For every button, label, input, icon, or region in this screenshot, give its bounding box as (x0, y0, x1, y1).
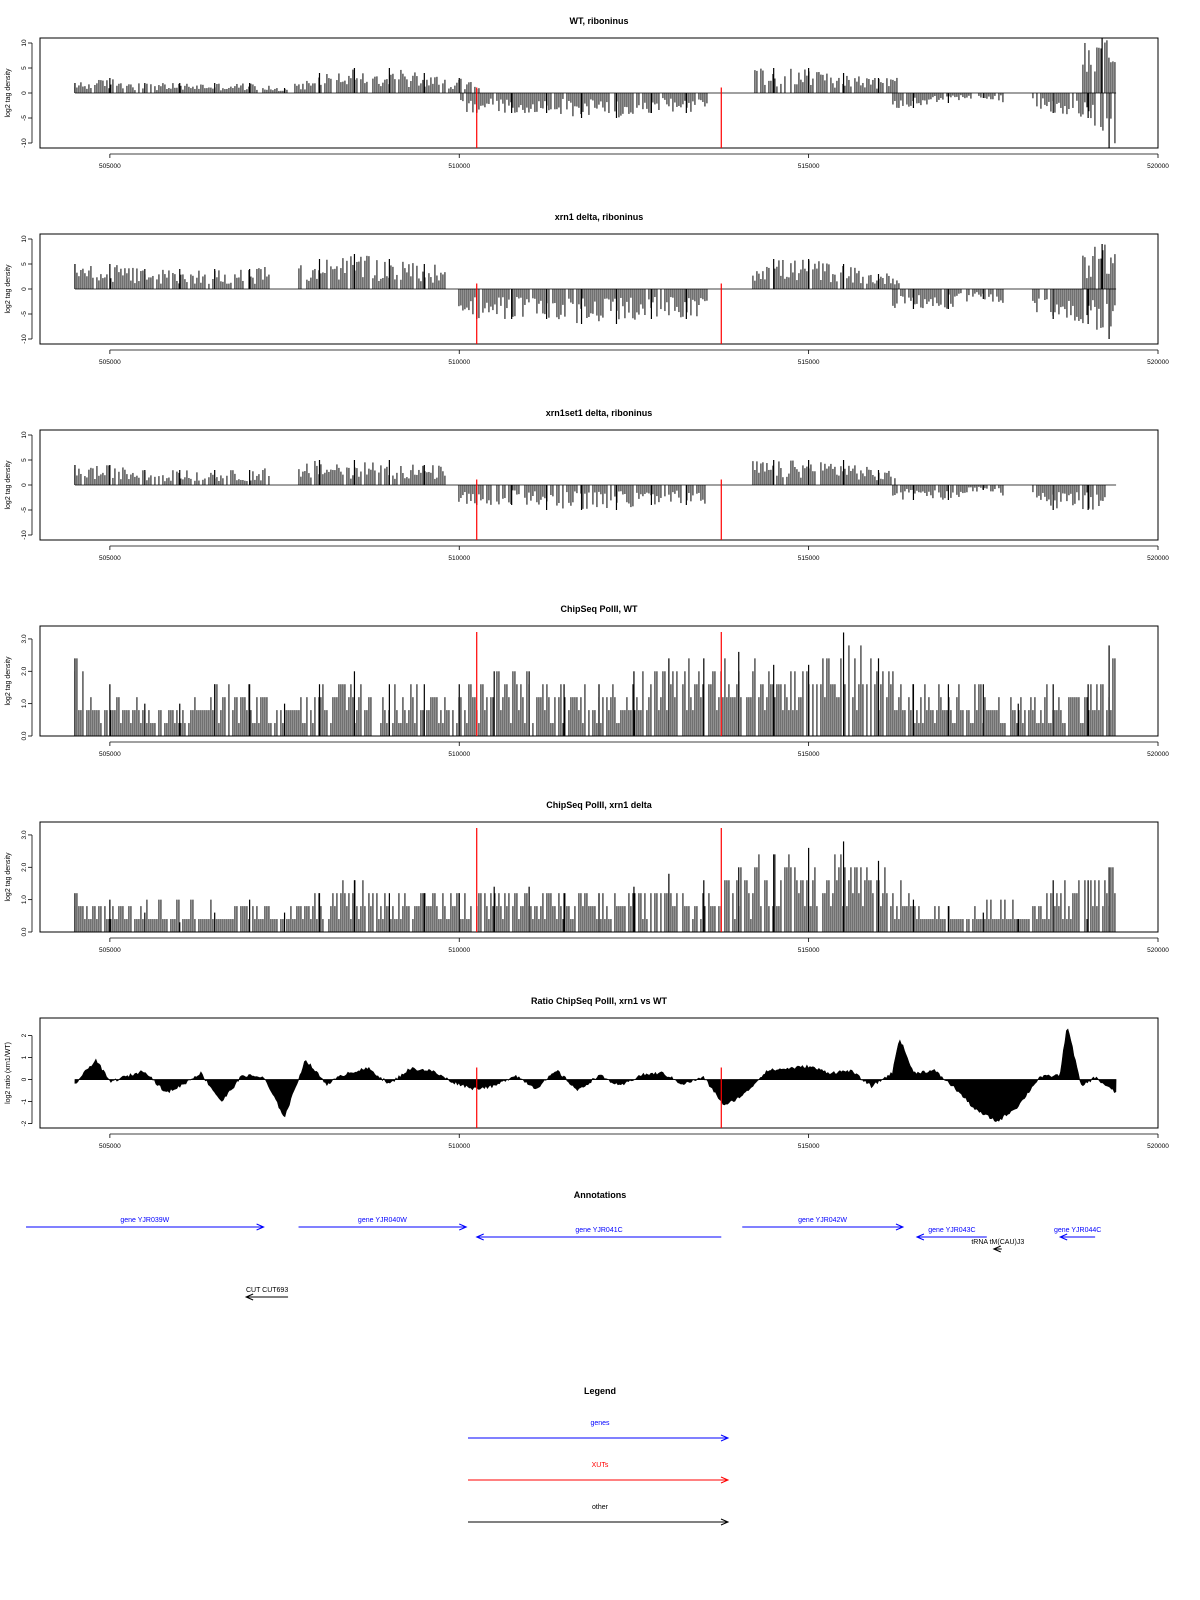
x-tick-label: 505000 (99, 555, 121, 562)
track-panel-4 (5, 604, 1169, 758)
y-tick-label: 0.0 (21, 927, 28, 937)
feature-label: gene YJR043C (928, 1227, 976, 1234)
feature-label: gene YJR040W (357, 1217, 407, 1224)
series-signal (75, 632, 1115, 736)
x-tick-label: 515000 (797, 1143, 820, 1150)
panel-title: WT, riboninus (569, 16, 629, 26)
track-panel-5 (5, 800, 1169, 954)
y-tick-label: 0 (21, 287, 28, 291)
x-tick-label: 505000 (99, 359, 121, 366)
data-marks (75, 1029, 1116, 1122)
x-tick-label: 520000 (1147, 163, 1169, 170)
y-axis-label: log2 tag density (5, 264, 12, 314)
feature-label: gene YJR042W (798, 1217, 848, 1224)
feature-cut-cut693 (246, 1287, 288, 1300)
x-tick-label: 505000 (99, 1143, 121, 1150)
x-tick-label: 520000 (1147, 555, 1169, 562)
y-tick-label: 1.0 (21, 699, 28, 709)
series-forward (75, 460, 895, 485)
feature-label: CUT CUT693 (245, 1287, 289, 1294)
y-tick-label: -1 (21, 1098, 28, 1105)
series-forward (75, 244, 1115, 289)
y-tick-label: 0 (21, 1077, 28, 1082)
legend-section (468, 1386, 728, 1525)
x-tick-label: 505000 (99, 163, 121, 170)
legend-label: other (592, 1504, 608, 1511)
legend-label: genes (590, 1420, 610, 1427)
x-tick-label: 510000 (448, 555, 471, 562)
data-marks (75, 244, 1116, 339)
track-panel-2 (5, 212, 1169, 366)
y-tick-label: 5 (21, 66, 28, 70)
feature-label: gene YJR041C (575, 1227, 623, 1234)
y-tick-label: 0 (21, 483, 28, 487)
feature-label: tRNA tM(CAU)J3 (971, 1239, 1025, 1246)
x-tick-label: 520000 (1147, 751, 1169, 758)
x-tick-label: 505000 (99, 947, 121, 954)
y-tick-label: 2.0 (21, 666, 28, 676)
annotations-section (26, 1190, 1101, 1300)
y-tick-label: 10 (21, 235, 28, 243)
x-tick-label: 510000 (448, 947, 471, 954)
series-reverse (461, 93, 1115, 148)
ratio-area (75, 1029, 1116, 1122)
y-tick-label: 5 (21, 458, 28, 462)
track-panels (5, 16, 1169, 1150)
data-marks (75, 38, 1116, 148)
y-axis-label: log2 tag density (5, 656, 12, 706)
y-tick-label: 2 (21, 1033, 28, 1038)
feature-gene-yjr044c (1054, 1227, 1101, 1240)
feature-label: gene YJR044C (1053, 1227, 1102, 1234)
series-forward (75, 38, 1115, 93)
x-tick-label: 515000 (797, 555, 820, 562)
x-tick-label: 515000 (797, 947, 820, 954)
x-tick-label: 510000 (448, 751, 471, 758)
legend-title: Legend (583, 1386, 617, 1396)
x-tick-label: 510000 (448, 1143, 471, 1150)
feature-trna-tm-cau-j3 (971, 1239, 1024, 1252)
panel-title: ChipSeq PolII, WT (560, 604, 638, 614)
y-tick-label: 3.0 (21, 634, 28, 644)
x-tick-label: 515000 (797, 751, 820, 758)
y-tick-label: 2.0 (21, 862, 28, 872)
feature-gene-yjr041c (477, 1227, 722, 1240)
y-tick-label: -10 (21, 530, 28, 540)
track-panel-3 (5, 408, 1169, 562)
legend-label: XUTs (591, 1462, 609, 1469)
track-panel-1 (5, 16, 1169, 170)
x-tick-label: 515000 (797, 359, 820, 366)
y-tick-label: -5 (21, 311, 28, 317)
x-tick-label: 520000 (1147, 359, 1169, 366)
data-marks (75, 841, 1116, 932)
legend-item-xuts (468, 1462, 728, 1483)
y-tick-label: 1 (21, 1055, 28, 1060)
legend-item-other (468, 1504, 728, 1525)
x-tick-label: 515000 (797, 163, 820, 170)
feature-gene-yjr040w (299, 1217, 467, 1230)
annotations-title: Annotations (573, 1190, 627, 1200)
y-tick-label: -10 (21, 334, 28, 344)
feature-label: gene YJR039W (120, 1217, 170, 1224)
x-tick-label: 520000 (1147, 947, 1169, 954)
y-tick-label: 1.0 (21, 895, 28, 905)
y-tick-label: 0.0 (21, 731, 28, 741)
y-axis-label: log2 tag density (5, 852, 12, 902)
series-reverse (459, 485, 1105, 510)
x-tick-label: 505000 (99, 751, 121, 758)
y-tick-label: -10 (21, 138, 28, 148)
feature-gene-yjr042w (742, 1217, 903, 1230)
y-tick-label: -5 (21, 115, 28, 121)
series-reverse (459, 289, 1115, 339)
track-panel-6 (5, 996, 1169, 1150)
panel-title: ChipSeq PolII, xrn1 delta (546, 800, 652, 810)
data-marks (75, 632, 1116, 736)
x-tick-label: 510000 (448, 359, 471, 366)
y-tick-label: -5 (21, 507, 28, 513)
feature-gene-yjr039w (26, 1217, 264, 1230)
data-marks (75, 460, 1116, 510)
y-axis-label: log2 tag density (5, 68, 12, 118)
panel-title: xrn1 delta, riboninus (554, 212, 644, 222)
x-tick-label: 510000 (448, 163, 471, 170)
panel-title: xrn1set1 delta, riboninus (545, 408, 653, 418)
y-axis-label: log2 tag density (5, 460, 12, 510)
x-tick-label: 520000 (1147, 1143, 1169, 1150)
y-tick-label: 0 (21, 91, 28, 95)
series-signal (75, 841, 1115, 932)
panel-title: Ratio ChipSeq PolII, xrn1 vs WT (530, 996, 668, 1006)
y-tick-label: 10 (21, 39, 28, 47)
y-tick-label: 3.0 (21, 830, 28, 840)
y-tick-label: 10 (21, 431, 28, 439)
y-tick-label: 5 (21, 262, 28, 266)
y-tick-label: -2 (21, 1120, 28, 1127)
legend-item-genes (468, 1420, 728, 1441)
y-axis-label: log2 ratio (xrn1/WT) (5, 1042, 12, 1104)
